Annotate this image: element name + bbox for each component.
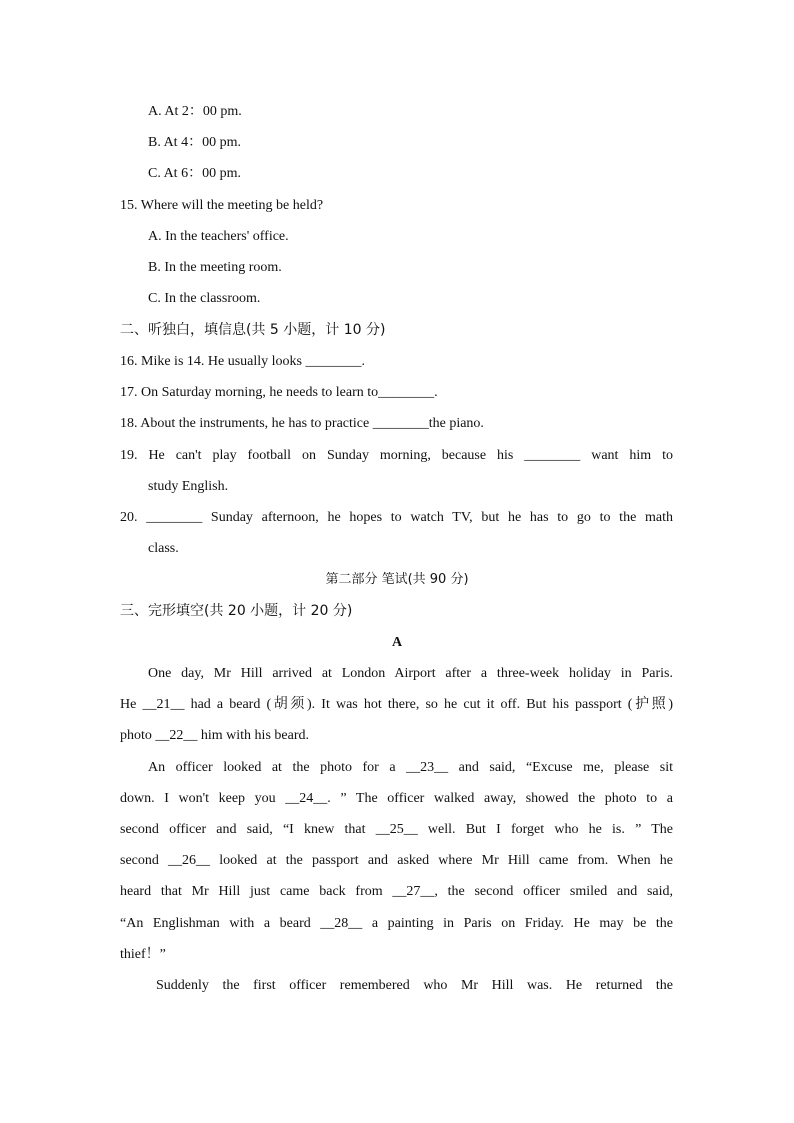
section2-heading: 二、听独白，填信息(共 5 小题，计 10 分) bbox=[120, 322, 386, 338]
q19: 19. He can't play football on Sunday morning, because his ________ want him to bbox=[120, 448, 673, 463]
passage-line-10: thief！” bbox=[120, 947, 166, 962]
q20: 20. ________ Sunday afternoon, he hopes to watch TV, but he has to go to the math bbox=[120, 510, 673, 525]
q20-cont: class. bbox=[148, 541, 179, 556]
section3-heading: 三、完形填空(共 20 小题，计 20 分) bbox=[120, 603, 353, 619]
q14-option-c: C. At 6：00 pm. bbox=[148, 166, 241, 181]
passage-line-3: photo __22__ him with his beard. bbox=[120, 728, 309, 743]
part2-title: 第二部分 笔试(共 90 分) bbox=[325, 572, 469, 587]
passage-line-11: Suddenly the first officer remembered who Mr Hill was. He returned the bbox=[156, 978, 673, 993]
q14-option-a: A. At 2：00 pm. bbox=[148, 104, 242, 119]
q15-option-a: A. In the teachers' office. bbox=[148, 229, 289, 244]
q14-option-b: B. At 4：00 pm. bbox=[148, 135, 241, 150]
passage-line-8: heard that Mr Hill just came back from __27__, the second officer smiled and said, bbox=[120, 884, 673, 899]
passage-line-7: second __26__ looked at the passport and asked where Mr Hill came from. When he bbox=[120, 853, 673, 868]
q15-option-b: B. In the meeting room. bbox=[148, 260, 282, 275]
q15-option-c: C. In the classroom. bbox=[148, 291, 261, 306]
passage-line-6: second officer and said, “I knew that __25__ well. But I forget who he is. ” The bbox=[120, 822, 673, 837]
q16: 16. Mike is 14. He usually looks ________. bbox=[120, 354, 365, 369]
passage-line-1: One day, Mr Hill arrived at London Airport after a three-week holiday in Paris. bbox=[148, 666, 673, 681]
q15-question: 15. Where will the meeting be held? bbox=[120, 198, 324, 213]
passage-line-4: An officer looked at the photo for a __23__ and said, “Excuse me, please sit bbox=[148, 760, 673, 775]
passage-line-5: down. I won't keep you __24__. ” The officer walked away, showed the photo to a bbox=[120, 791, 673, 806]
passage-line-2: He __21__ had a beard (胡须). It was hot there, so he cut it off. But his passport (护照) bbox=[120, 697, 673, 712]
q17: 17. On Saturday morning, he needs to learn to________. bbox=[120, 385, 438, 400]
passage-line-9: “An Englishman with a beard __28__ a painting in Paris on Friday. He may be the bbox=[120, 916, 673, 931]
passage-label: A bbox=[391, 635, 403, 650]
q19-cont: study English. bbox=[148, 479, 229, 494]
q18: 18. About the instruments, he has to practice ________the piano. bbox=[120, 416, 484, 431]
